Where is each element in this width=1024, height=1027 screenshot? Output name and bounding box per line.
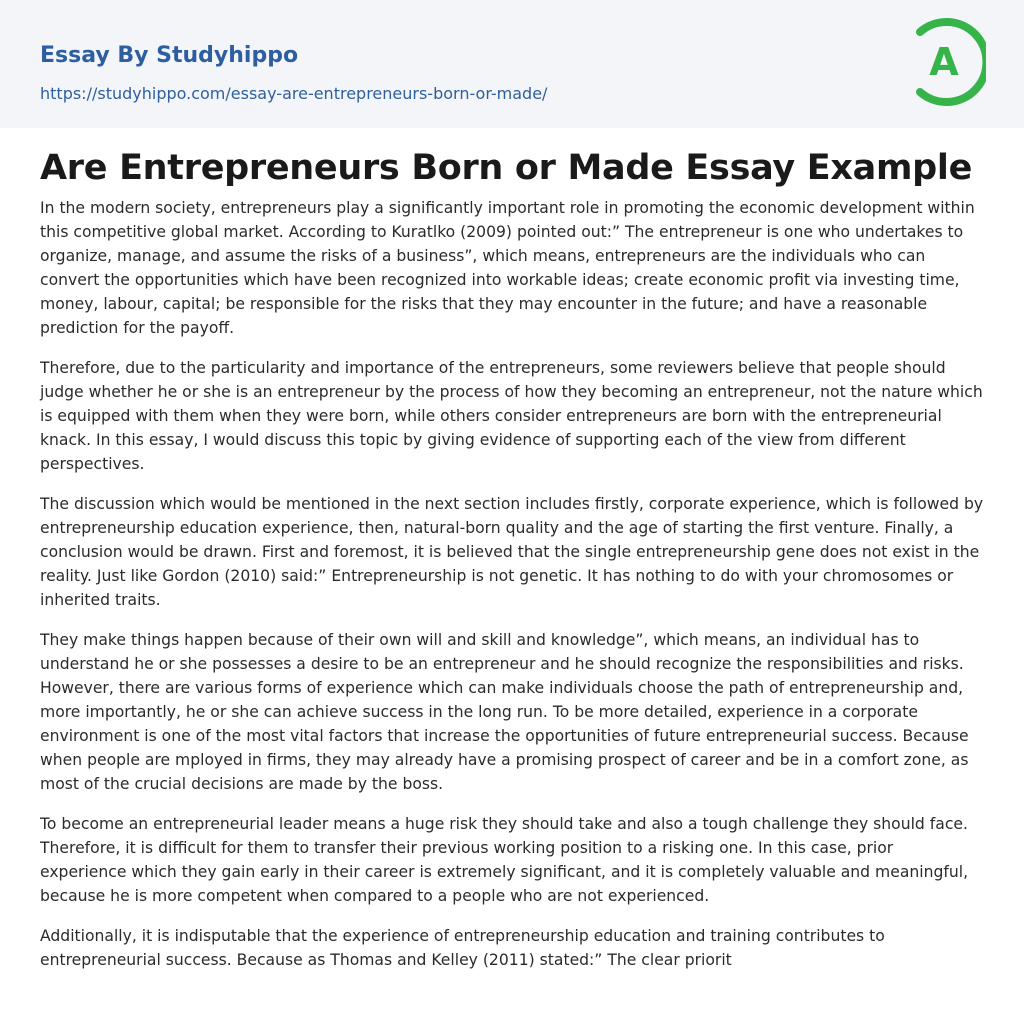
page-title: Are Entrepreneurs Born or Made Essay Example [40,148,973,188]
article-paragraph: The discussion which would be mentioned in the next section includes firstly, corporate experience, which is followed by entrepreneurship education experience, then, natural-born quality and the age of starting the first venture. Finally, a conclusion would be drawn. First and foremost, it is believed that the single entrepreneurship gene does not exist in the reality. Just like Gordon (2010) said:” Entrepreneurship is not genetic. It has nothing to do with your chromosomes or inherited traits. [40,495,984,609]
site-header [0,0,1024,128]
logo-letter: A [929,40,959,84]
studyhippo-logo-icon[interactable] [916,18,986,106]
article-paragraph: In the modern society, entrepreneurs play a significantly important role in promoting the economic development within this competitive global market. According to Kuratlko (2009) pointed out:” The entrepreneur is one who undertakes to organize, manage, and assume the risks of a business”, which means, entrepreneurs are the individuals who can convert the opportunities which have been recognized into workable ideas; create economic profit via investing time, money, labour, capital; be responsible for the risks that they may encounter in the future; and have a reasonable prediction for the payoff. [40,199,975,337]
brand-title[interactable]: Essay By Studyhippo [40,43,299,68]
article-paragraph: Additionally, it is indisputable that the experience of entrepreneurship education and training contributes to entrepreneurial success. Because as Thomas and Kelley (2011) stated:” The clear priorit [40,927,885,969]
article-paragraph: Therefore, due to the particularity and importance of the entrepreneurs, some reviewers believe that people should judge whether he or she is an entrepreneur by the process of how they becoming an entrepreneur, not the nature which is equipped with them when they were born, while others consider entrepreneurs are born with the entrepreneurial knack. In this essay, I would discuss this topic by giving evidence of supporting each of the view from different perspectives. [40,359,983,473]
source-url-link[interactable]: https://studyhippo.com/essay-are-entrepreneurs-born-or-made/ [40,84,548,103]
article-paragraph: They make things happen because of their own will and skill and knowledge”, which means, an individual has to understand he or she possesses a desire to be an entrepreneur and he should recognize the responsibilities and risks. However, there are various forms of experience which can make individuals choose the path of entrepreneurship and, more importantly, he or she can achieve success in the long run. To be more detailed, experience in a corporate environment is one of the most vital factors that increase the opportunities of future entrepreneurial success. Because when people are mployed in firms, they may already have a promising prospect of career and be in a comfort zone, as most of the crucial decisions are made by the boss. [40,631,969,793]
article [0,146,1024,972]
article-paragraph: To become an entrepreneurial leader means a huge risk they should take and also a tough challenge they should face. Therefore, it is difficult for them to transfer their previous working position to a risking one. In this case, prior experience which they gain early in their career is extremely significant, and it is completely valuable and meaningful, because he is more competent when compared to a people who are not experienced. [40,815,969,905]
